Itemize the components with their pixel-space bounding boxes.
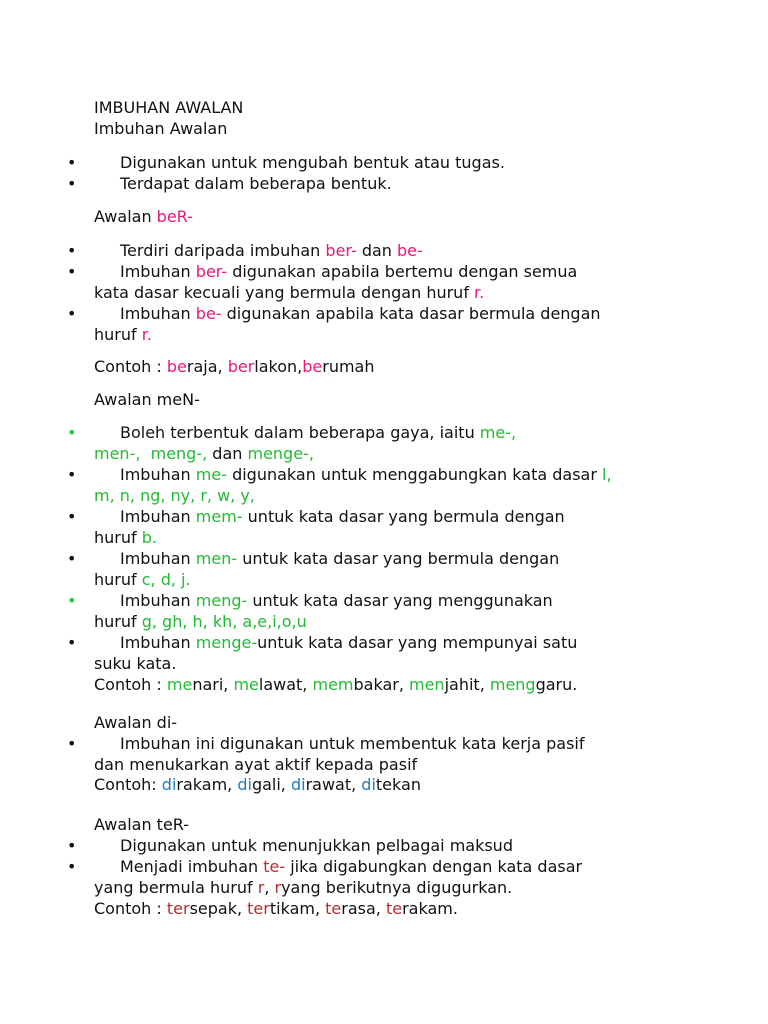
bullet: • xyxy=(67,262,77,281)
men-bullet-3: Imbuhan mem- untuk kata dasar yang bermula dengan xyxy=(120,507,565,526)
men-bullet-3-cont: huruf b. xyxy=(94,528,157,547)
men-bullet-4: Imbuhan men- untuk kata dasar yang bermula dengan xyxy=(120,549,560,568)
intro-bullet-2: Terdapat dalam beberapa bentuk. xyxy=(120,174,392,193)
di-example: Contoh: dirakam, digali, dirawat, ditekan xyxy=(94,775,421,794)
men-bullet-1: Boleh terbentuk dalam beberapa gaya, iaitu me-, xyxy=(120,423,517,442)
bullet: • xyxy=(67,549,77,568)
bullet: • xyxy=(67,836,77,855)
ber-bullet-3-cont: huruf r. xyxy=(94,325,152,344)
ber-bullet-3: Imbuhan be- digunakan apabila kata dasar bermula dengan xyxy=(120,304,601,323)
bullet: • xyxy=(67,153,77,172)
ter-example: Contoh : tersepak, tertikam, terasa, terakam. xyxy=(94,899,458,918)
men-bullet-5: Imbuhan meng- untuk kata dasar yang menggunakan xyxy=(120,591,553,610)
heading-men: Awalan meN- xyxy=(94,390,200,409)
men-bullet-6-cont: suku kata. xyxy=(94,654,177,673)
heading-ber: Awalan beR- xyxy=(94,207,193,226)
ber-bullet-2-cont: kata dasar kecuali yang bermula dengan huruf r. xyxy=(94,283,485,302)
men-bullet-1-cont: men-, meng-, dan menge-, xyxy=(94,444,314,463)
bullet: • xyxy=(67,633,77,652)
ter-bullet-1: Digunakan untuk menunjukkan pelbagai maksud xyxy=(120,836,513,855)
document-title: IMBUHAN AWALAN xyxy=(94,98,244,117)
men-bullet-5-cont: huruf g, gh, h, kh, a,e,i,o,u xyxy=(94,612,307,631)
men-bullet-6: Imbuhan menge-untuk kata dasar yang mempunyai satu xyxy=(120,633,578,652)
bullet: • xyxy=(67,241,77,260)
di-bullet-1-cont: dan menukarkan ayat aktif kepada pasif xyxy=(94,755,418,774)
ber-example: Contoh : beraja, berlakon,berumah xyxy=(94,357,375,376)
bullet: • xyxy=(67,857,77,876)
men-bullet-4-cont: huruf c, d, j. xyxy=(94,570,191,589)
bullet: • xyxy=(67,591,77,610)
heading-di: Awalan di- xyxy=(94,713,178,732)
bullet: • xyxy=(67,423,77,442)
men-bullet-2-cont: m, n, ng, ny, r, w, y, xyxy=(94,486,255,505)
ber-bullet-1: Terdiri daripada imbuhan ber- dan be- xyxy=(120,241,423,260)
bullet: • xyxy=(67,465,77,484)
di-bullet-1: Imbuhan ini digunakan untuk membentuk kata kerja pasif xyxy=(120,734,585,753)
section-title: Imbuhan Awalan xyxy=(94,119,228,138)
ter-bullet-2-cont: yang bermula huruf r, ryang berikutnya digugurkan. xyxy=(94,878,513,897)
bullet: • xyxy=(67,507,77,526)
bullet: • xyxy=(67,734,77,753)
intro-bullet-1: Digunakan untuk mengubah bentuk atau tugas. xyxy=(120,153,505,172)
ber-bullet-2: Imbuhan ber- digunakan apabila bertemu dengan semua xyxy=(120,262,578,281)
bullet: • xyxy=(67,304,77,323)
men-bullet-2: Imbuhan me- digunakan untuk menggabungkan kata dasar l, xyxy=(120,465,612,484)
bullet: • xyxy=(67,174,77,193)
men-example: Contoh : menari, melawat, membakar, menjahit, menggaru. xyxy=(94,675,578,694)
ter-bullet-2: Menjadi imbuhan te- jika digabungkan dengan kata dasar xyxy=(120,857,583,876)
heading-ter: Awalan teR- xyxy=(94,815,190,834)
